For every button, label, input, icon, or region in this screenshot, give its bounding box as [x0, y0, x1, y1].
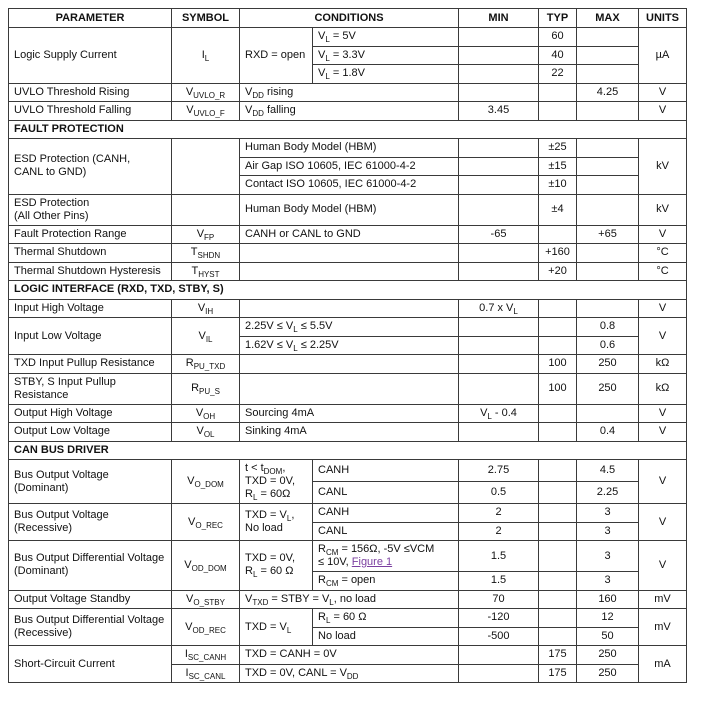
units: kV: [639, 194, 687, 225]
table-row: [9, 404, 687, 423]
units: mV: [639, 609, 687, 646]
table-row: [9, 460, 687, 482]
section-row: [9, 441, 687, 460]
typ-value: 100: [539, 355, 577, 374]
cond-canh: CANH: [313, 460, 459, 482]
typ-value: ±15: [539, 157, 577, 176]
cond-sinking: Sinking 4mA: [240, 423, 459, 442]
param-uvlo-falling: UVLO Threshold Falling: [9, 102, 172, 121]
symbol-vil: $V_{IL}$: [172, 318, 240, 355]
cond-vdd-falling: $V_{DD}$ falling: [240, 102, 459, 121]
units: µA: [639, 28, 687, 84]
table-row: [9, 225, 687, 244]
cond-rcm-open: $R_{CM}$ = open: [313, 572, 459, 591]
electrical-characteristics-table: [8, 8, 687, 683]
cond-vdd-rising: $V_{DD}$ rising: [240, 83, 459, 102]
param-thermal-shutdown-hysteresis: Thermal Shutdown Hysteresis: [9, 262, 172, 281]
cond-rxd-open: RXD = open: [240, 28, 313, 84]
param-short-circuit-current: Short-Circuit Current: [9, 646, 172, 683]
typ-value: ±25: [539, 139, 577, 158]
units: °C: [639, 244, 687, 263]
param-uvlo-rising: UVLO Threshold Rising: [9, 83, 172, 102]
cond-sourcing: Sourcing 4mA: [240, 404, 459, 423]
symbol-vo-rec: $V_{O\_REC}$: [172, 504, 240, 541]
header-max: MAX: [577, 9, 639, 28]
symbol-vih: $V_{IH}$: [172, 299, 240, 318]
cond-txd-canh-0v: TXD = CANH = 0V: [240, 646, 459, 665]
param-bus-diff-recessive: Bus Output Differential Voltage (Recessive): [9, 609, 172, 646]
figure-1-link[interactable]: Figure 1: [351, 556, 393, 568]
table-row: [9, 318, 687, 337]
symbol-isc-canh: $I_{SC\_CANH}$: [172, 646, 240, 665]
max-value: 250: [577, 664, 639, 683]
max-value: 250: [577, 355, 639, 374]
units: V: [639, 102, 687, 121]
table-row: [9, 423, 687, 442]
min-value: 70: [459, 590, 539, 609]
param-logic-supply-current: Logic Supply Current: [9, 28, 172, 84]
cond-contact: Contact ISO 10605, IEC 61000-4-2: [240, 176, 459, 195]
max-value: 12: [577, 609, 639, 628]
min-value: -65: [459, 225, 539, 244]
cond-hbm: Human Body Model (HBM): [240, 139, 459, 158]
symbol-rpu-s: $R_{PU\_S}$: [172, 373, 240, 404]
units: kΩ: [639, 373, 687, 404]
param-thermal-shutdown: Thermal Shutdown: [9, 244, 172, 263]
min-value: 0.7 x $V_L$: [459, 299, 539, 318]
max-value: 250: [577, 646, 639, 665]
units: °C: [639, 262, 687, 281]
typ-value: 40: [539, 46, 577, 65]
min-value: -120: [459, 609, 539, 628]
header-min: MIN: [459, 9, 539, 28]
units: V: [639, 318, 687, 355]
cond-vl-1v8: $V_L = 1.8V$: [313, 65, 459, 84]
cond-vl-range-1: $2.25V \le V_L \le 5.5V$: [240, 318, 459, 337]
cond-rcm-156: $R_{CM} = 156\Omega$, -5V ≤VCM ≤ 10V, Figure 1: [313, 541, 459, 572]
max-value: 3: [577, 504, 639, 523]
section-row: [9, 120, 687, 139]
typ-value: ±4: [539, 194, 577, 225]
max-value: 50: [577, 627, 639, 646]
max-value: 4.25: [577, 83, 639, 102]
cond-hbm: Human Body Model (HBM): [240, 194, 459, 225]
max-value: 0.8: [577, 318, 639, 337]
table-row: [9, 83, 687, 102]
cond-diff-dominant: TXD = 0V, $R_L = 60$ Ω: [240, 541, 313, 591]
max-value: +65: [577, 225, 639, 244]
header-symbol: SYMBOL: [172, 9, 240, 28]
min-value: 2: [459, 522, 539, 541]
table-row: [9, 373, 687, 404]
cond-rl-60: $R_L = 60$ Ω: [313, 609, 459, 628]
param-output-low-voltage: Output Low Voltage: [9, 423, 172, 442]
typ-value: 60: [539, 28, 577, 47]
param-txd-pullup: TXD Input Pullup Resistance: [9, 355, 172, 374]
typ-value: 100: [539, 373, 577, 404]
symbol-rpu-txd: $R_{PU\_TXD}$: [172, 355, 240, 374]
symbol-vfp: $V_{FP}$: [172, 225, 240, 244]
typ-value: +20: [539, 262, 577, 281]
typ-value: ±10: [539, 176, 577, 195]
typ-value: 175: [539, 664, 577, 683]
symbol-il: $I_L$: [172, 28, 240, 84]
param-input-low-voltage: Input Low Voltage: [9, 318, 172, 355]
min-value: 1.5: [459, 572, 539, 591]
symbol-vod-dom: $V_{OD\_DOM}$: [172, 541, 240, 591]
table-row: [9, 504, 687, 523]
min-value: 3.45: [459, 102, 539, 121]
param-esd-canh-canl: ESD Protection (CANH, CANL to GND): [9, 139, 172, 195]
symbol-vo-stby: $V_{O\_STBY}$: [172, 590, 240, 609]
units: V: [639, 504, 687, 541]
units: V: [639, 83, 687, 102]
cond-canh: CANH: [313, 504, 459, 523]
param-bus-diff-dominant: Bus Output Differential Voltage (Dominant): [9, 541, 172, 591]
units: V: [639, 299, 687, 318]
section-logic-interface: LOGIC INTERFACE (RXD, TXD, STBY, S): [9, 281, 687, 300]
min-value: $V_L - 0.4$: [459, 404, 539, 423]
header-parameter: PARAMETER: [9, 9, 172, 28]
units: V: [639, 423, 687, 442]
typ-value: 22: [539, 65, 577, 84]
cond-no-load: No load: [313, 627, 459, 646]
param-fault-protection-range: Fault Protection Range: [9, 225, 172, 244]
units: kV: [639, 139, 687, 195]
cond-standby: $V_{TXD}$ = STBY = $V_L$, no load: [240, 590, 459, 609]
max-value: 0.4: [577, 423, 639, 442]
table-row: [9, 609, 687, 628]
symbol-vod-rec: $V_{OD\_REC}$: [172, 609, 240, 646]
param-bus-output-recessive: Bus Output Voltage (Recessive): [9, 504, 172, 541]
max-value: 250: [577, 373, 639, 404]
table-row: [9, 299, 687, 318]
units: V: [639, 541, 687, 591]
cond-diff-recessive: TXD = $V_L$: [240, 609, 313, 646]
units: V: [639, 225, 687, 244]
section-can-bus-driver: CAN BUS DRIVER: [9, 441, 687, 460]
table-row: [9, 244, 687, 263]
header-typ: TYP: [539, 9, 577, 28]
cond-vl-5v: $V_L = 5V$: [313, 28, 459, 47]
max-value: 3: [577, 541, 639, 572]
cond-canl: CANL: [313, 482, 459, 504]
symbol-vuvlo-f: $V_{UVLO\_F}$: [172, 102, 240, 121]
table-row: [9, 590, 687, 609]
symbol-voh: $V_{OH}$: [172, 404, 240, 423]
section-row: [9, 281, 687, 300]
param-input-high-voltage: Input High Voltage: [9, 299, 172, 318]
max-value: 3: [577, 572, 639, 591]
table-row: [9, 262, 687, 281]
cond-vl-range-2: $1.62V \le V_L \le 2.25V$: [240, 336, 459, 355]
max-value: 3: [577, 522, 639, 541]
cond-dominant: $t < t_{DOM}$, TXD = 0V, $R_L = 60\Omega$: [240, 460, 313, 504]
min-value: 1.5: [459, 541, 539, 572]
symbol-vol: $V_{OL}$: [172, 423, 240, 442]
table-row: [9, 102, 687, 121]
max-value: 4.5: [577, 460, 639, 482]
min-value: -500: [459, 627, 539, 646]
units: mA: [639, 646, 687, 683]
param-output-high-voltage: Output High Voltage: [9, 404, 172, 423]
units: mV: [639, 590, 687, 609]
units: kΩ: [639, 355, 687, 374]
symbol-vo-dom: $V_{O\_DOM}$: [172, 460, 240, 504]
symbol-isc-canl: $I_{SC\_CANL}$: [172, 664, 240, 683]
header-row: [9, 9, 687, 28]
symbol-vuvlo-r: $V_{UVLO\_R}$: [172, 83, 240, 102]
cond-recessive: TXD = $V_L$, No load: [240, 504, 313, 541]
max-value: 0.6: [577, 336, 639, 355]
cond-air-gap: Air Gap ISO 10605, IEC 61000-4-2: [240, 157, 459, 176]
table-row: [9, 646, 687, 665]
table-row: [9, 139, 687, 158]
param-esd-other-pins: ESD Protection (All Other Pins): [9, 194, 172, 225]
section-fault-protection: FAULT PROTECTION: [9, 120, 687, 139]
min-value: 0.5: [459, 482, 539, 504]
min-value: 2: [459, 504, 539, 523]
units: V: [639, 460, 687, 504]
table-row: [9, 355, 687, 374]
header-units: UNITS: [639, 9, 687, 28]
table-row: [9, 194, 687, 225]
param-output-voltage-standby: Output Voltage Standby: [9, 590, 172, 609]
symbol-thyst: $T_{HYST}$: [172, 262, 240, 281]
symbol-tshdn: $T_{SHDN}$: [172, 244, 240, 263]
units: V: [639, 404, 687, 423]
cond-canh-canl-gnd: CANH or CANL to GND: [240, 225, 459, 244]
typ-value: 175: [539, 646, 577, 665]
header-conditions: CONDITIONS: [240, 9, 459, 28]
min-value: 2.75: [459, 460, 539, 482]
cond-canl: CANL: [313, 522, 459, 541]
max-value: 2.25: [577, 482, 639, 504]
table-row: [9, 541, 687, 572]
max-value: 160: [577, 590, 639, 609]
param-bus-output-dominant: Bus Output Voltage (Dominant): [9, 460, 172, 504]
table-row: [9, 28, 687, 47]
cond-txd-0v-canl-vdd: TXD = 0V, CANL = $V_{DD}$: [240, 664, 459, 683]
cond-vl-3v3: $V_L = 3.3V$: [313, 46, 459, 65]
param-stby-s-pullup: STBY, S Input Pullup Resistance: [9, 373, 172, 404]
typ-value: +160: [539, 244, 577, 263]
